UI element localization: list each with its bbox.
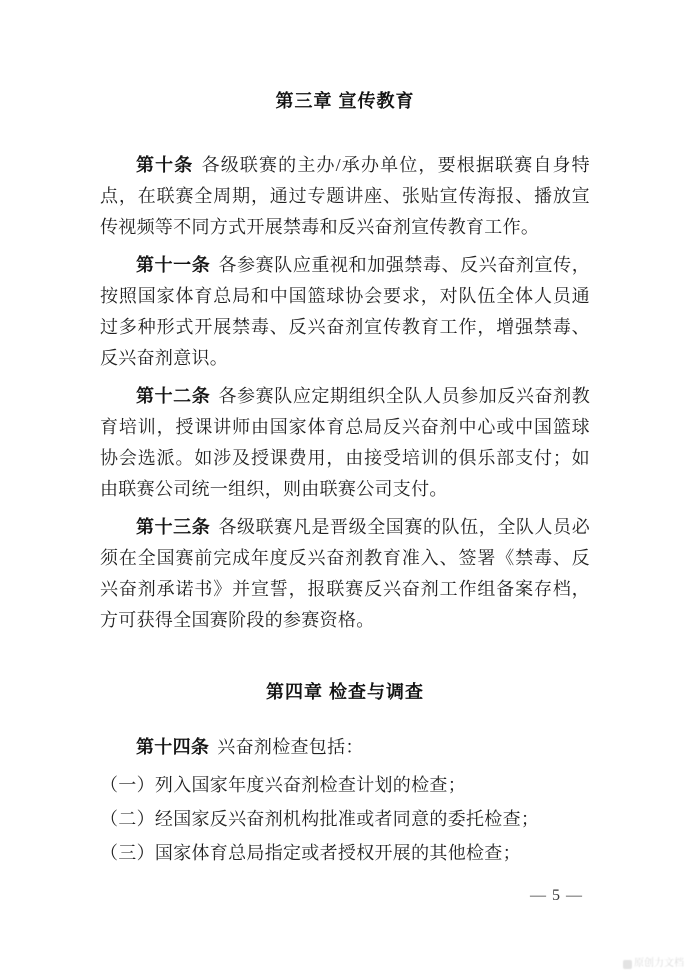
article-12-paragraph: [100, 381, 590, 505]
article-11-paragraph: [100, 250, 590, 374]
article-13-number: 第十三条: [136, 517, 211, 537]
chapter-4-heading: 第四章 检查与调查: [265, 682, 424, 702]
watermark-label: 原创力文档: [634, 958, 684, 969]
article-10-paragraph: [100, 150, 590, 243]
inspection-list-item-1: （一）列入国家年度兴奋剂检查计划的检查；: [100, 775, 466, 795]
article-12-number: 第十二条: [136, 386, 211, 406]
article-14-number: 第十四条: [136, 737, 210, 757]
article-12-text: 各参赛队应定期组织全队人员参加反兴奋剂教育培训，授课讲师由国家体育总局反兴奋剂中心或中国篮球协会选派。如涉及授课费用，由接受培训的俱乐部支付；如由联赛公司统一组织，则由联赛公司支付。: [100, 386, 591, 499]
inspection-list-item-3: （三）国家体育总局指定或者授权开展的其他检查；: [100, 843, 521, 863]
document-content: [100, 88, 590, 869]
article-13-text: 各级联赛凡是晋级全国赛的队伍，全队人员必须在全国赛前完成年度反兴奋剂教育准入、签署《禁毒、反兴奋剂承诺书》并宣誓，报联赛反兴奋剂工作组备案存档，方可获得全国赛阶段的参赛资格。: [100, 517, 591, 630]
article-10-number: 第十条: [136, 155, 194, 175]
watermark-logo-icon: [623, 960, 632, 969]
article-14-paragraph: [100, 732, 590, 763]
inspection-list-item-2: （二）经国家反兴奋剂机构批准或者同意的委托检查；: [100, 809, 540, 829]
page-number: — 5 —: [530, 887, 583, 904]
chapter-4-articles: [100, 732, 590, 869]
article-11-number: 第十一条: [136, 255, 211, 275]
article-13-paragraph: [100, 512, 590, 636]
article-14-text: 兴奋剂检查包括：: [217, 737, 364, 757]
chapter-3-heading: 第三章 宣传教育: [275, 91, 415, 111]
watermark: [623, 958, 684, 970]
article-10-text: 各级联赛的主办/承办单位，要根据联赛自身特点，在联赛全周期，通过专题讲座、张贴宣传海报、播放宣传视频等不同方式开展禁毒和反兴奋剂宣传教育工作。: [100, 155, 590, 237]
chapter-3-articles: [100, 150, 590, 636]
article-11-text: 各参赛队应重视和加强禁毒、反兴奋剂宣传，按照国家体育总局和中国篮球协会要求，对队伍全体人员通过多种形式开展禁毒、反兴奋剂宣传教育工作，增强禁毒、反兴奋剂意识。: [100, 255, 591, 368]
